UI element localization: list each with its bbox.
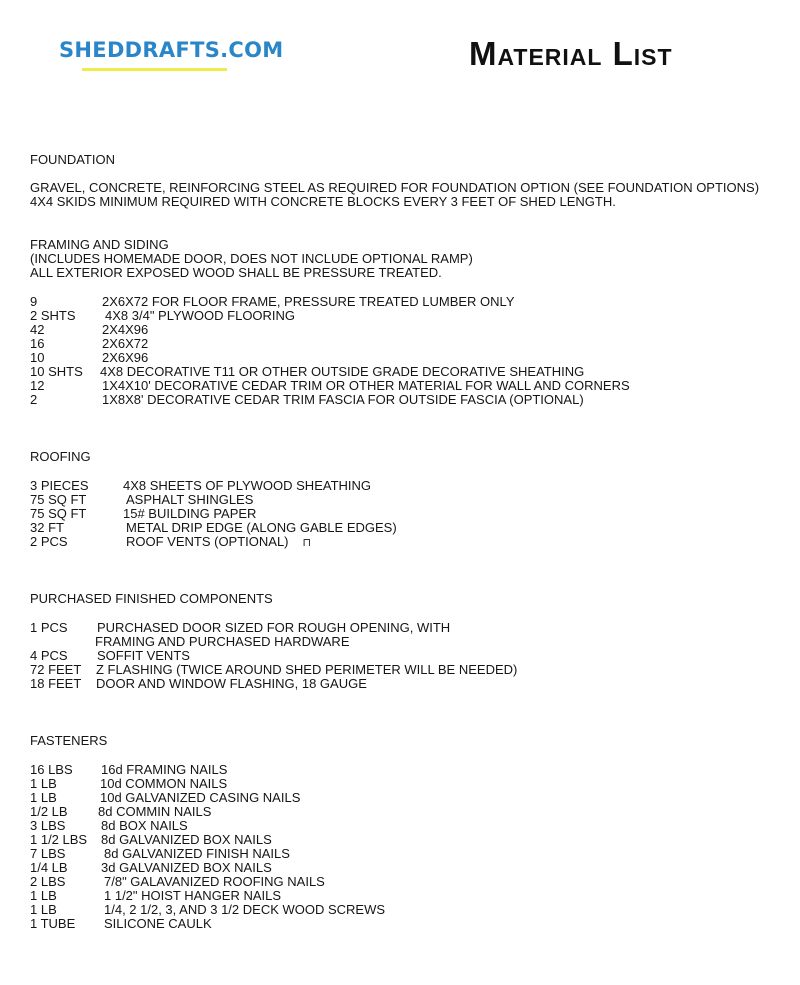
item-qty: 1/4 LB	[30, 860, 68, 875]
item-qty: 1 PCS	[30, 620, 68, 635]
purchased-heading: PURCHASED FINISHED COMPONENTS	[30, 591, 273, 606]
fasteners-heading: FASTENERS	[30, 733, 108, 748]
item-qty: 3 LBS	[30, 818, 66, 833]
roofing-heading: ROOFING	[30, 449, 91, 464]
item-desc: ROOF VENTS (OPTIONAL)	[126, 534, 289, 549]
item-desc: 1 1/2" HOIST HANGER NAILS	[104, 888, 282, 903]
item-qty: 3 PIECES	[30, 478, 89, 493]
site-logo: SHEDDRAFTS.COM	[59, 38, 284, 62]
item-qty: 1 LB	[30, 902, 57, 917]
item-qty: 1/2 LB	[30, 804, 68, 819]
item-desc: 10d GALVANIZED CASING NAILS	[100, 790, 301, 805]
item-desc: 2X6X72 FOR FLOOR FRAME, PRESSURE TREATED LUMBER ONLY	[102, 294, 515, 309]
item-desc: 2X4X96	[102, 322, 149, 337]
item-qty: 42	[30, 322, 45, 337]
framing-note: (INCLUDES HOMEMADE DOOR, DOES NOT INCLUDE OPTIONAL RAMP)	[30, 251, 473, 266]
item-qty: 10	[30, 350, 45, 365]
item-desc: 4X8 3/4" PLYWOOD FLOORING	[105, 308, 296, 323]
item-desc: METAL DRIP EDGE (ALONG GABLE EDGES)	[126, 520, 397, 535]
item-qty: 2 SHTS	[30, 308, 76, 323]
item-qty: 1 TUBE	[30, 916, 76, 931]
item-desc: 15# BUILDING PAPER	[123, 506, 257, 521]
item-desc: Z FLASHING (TWICE AROUND SHED PERIMETER WILL BE NEEDED)	[96, 662, 518, 677]
item-qty: 18 FEET	[30, 676, 82, 691]
item-qty: 1 1/2 LBS	[30, 832, 88, 847]
item-desc: 8d COMMIN NAILS	[98, 804, 212, 819]
item-desc: DOOR AND WINDOW FLASHING, 18 GAUGE	[96, 676, 367, 691]
item-desc: ASPHALT SHINGLES	[126, 492, 254, 507]
item-desc: 10d COMMON NAILS	[100, 776, 228, 791]
stray-mark-glyph: ⊓	[302, 537, 312, 549]
item-qty: 72 FEET	[30, 662, 82, 677]
foundation-line: 4X4 SKIDS MINIMUM REQUIRED WITH CONCRETE BLOCKS EVERY 3 FEET OF SHED LENGTH.	[30, 194, 616, 209]
item-qty: 75 SQ FT	[30, 492, 87, 507]
item-qty: 2	[30, 392, 38, 407]
item-desc: FRAMING AND PURCHASED HARDWARE	[95, 634, 350, 649]
item-desc: PURCHASED DOOR SIZED FOR ROUGH OPENING, WITH	[97, 620, 451, 635]
item-qty: 4 PCS	[30, 648, 68, 663]
item-desc: SOFFIT VENTS	[97, 648, 190, 663]
item-desc: 4X8 DECORATIVE T11 OR OTHER OUTSIDE GRADE DECORATIVE SHEATHING	[100, 364, 585, 379]
item-qty: 16 LBS	[30, 762, 73, 777]
item-qty: 1 LB	[30, 776, 57, 791]
item-desc: 2X6X72	[102, 336, 149, 351]
item-qty: 1 LB	[30, 790, 57, 805]
item-qty: 12	[30, 378, 45, 393]
item-desc: 8d GALVANIZED FINISH NAILS	[104, 846, 290, 861]
page-title: Material List	[469, 35, 673, 72]
item-qty: 16	[30, 336, 45, 351]
item-qty: 10 SHTS	[30, 364, 83, 379]
framing-note: ALL EXTERIOR EXPOSED WOOD SHALL BE PRESSURE TREATED.	[30, 265, 442, 280]
item-qty: 7 LBS	[30, 846, 66, 861]
foundation-line: GRAVEL, CONCRETE, REINFORCING STEEL AS REQUIRED FOR FOUNDATION OPTION (SEE FOUNDATION OPTIONS)	[30, 180, 760, 195]
item-qty: 9	[30, 294, 38, 309]
item-desc: 16d FRAMING NAILS	[101, 762, 228, 777]
item-desc: 1X4X10' DECORATIVE CEDAR TRIM OR OTHER MATERIAL FOR WALL AND CORNERS	[102, 378, 630, 393]
item-desc: 1X8X8' DECORATIVE CEDAR TRIM FASCIA FOR OUTSIDE FASCIA (OPTIONAL)	[102, 392, 584, 407]
logo-underline	[82, 68, 227, 71]
item-desc: 3d GALVANIZED BOX NAILS	[101, 860, 272, 875]
item-qty: 1 LB	[30, 888, 57, 903]
item-desc: 1/4, 2 1/2, 3, AND 3 1/2 DECK WOOD SCREWS	[104, 902, 386, 917]
item-desc: 7/8" GALAVANIZED ROOFING NAILS	[104, 874, 325, 889]
item-qty: 2 PCS	[30, 534, 68, 549]
item-desc: 8d GALVANIZED BOX NAILS	[101, 832, 272, 847]
item-desc: 8d BOX NAILS	[101, 818, 188, 833]
item-qty: 75 SQ FT	[30, 506, 87, 521]
item-qty: 2 LBS	[30, 874, 66, 889]
foundation-heading: FOUNDATION	[30, 152, 115, 167]
item-desc: 4X8 SHEETS OF PLYWOOD SHEATHING	[123, 478, 372, 493]
framing-heading: FRAMING AND SIDING	[30, 237, 169, 252]
item-desc: 2X6X96	[102, 350, 149, 365]
item-qty: 32 FT	[30, 520, 64, 535]
item-desc: SILICONE CAULK	[104, 916, 212, 931]
